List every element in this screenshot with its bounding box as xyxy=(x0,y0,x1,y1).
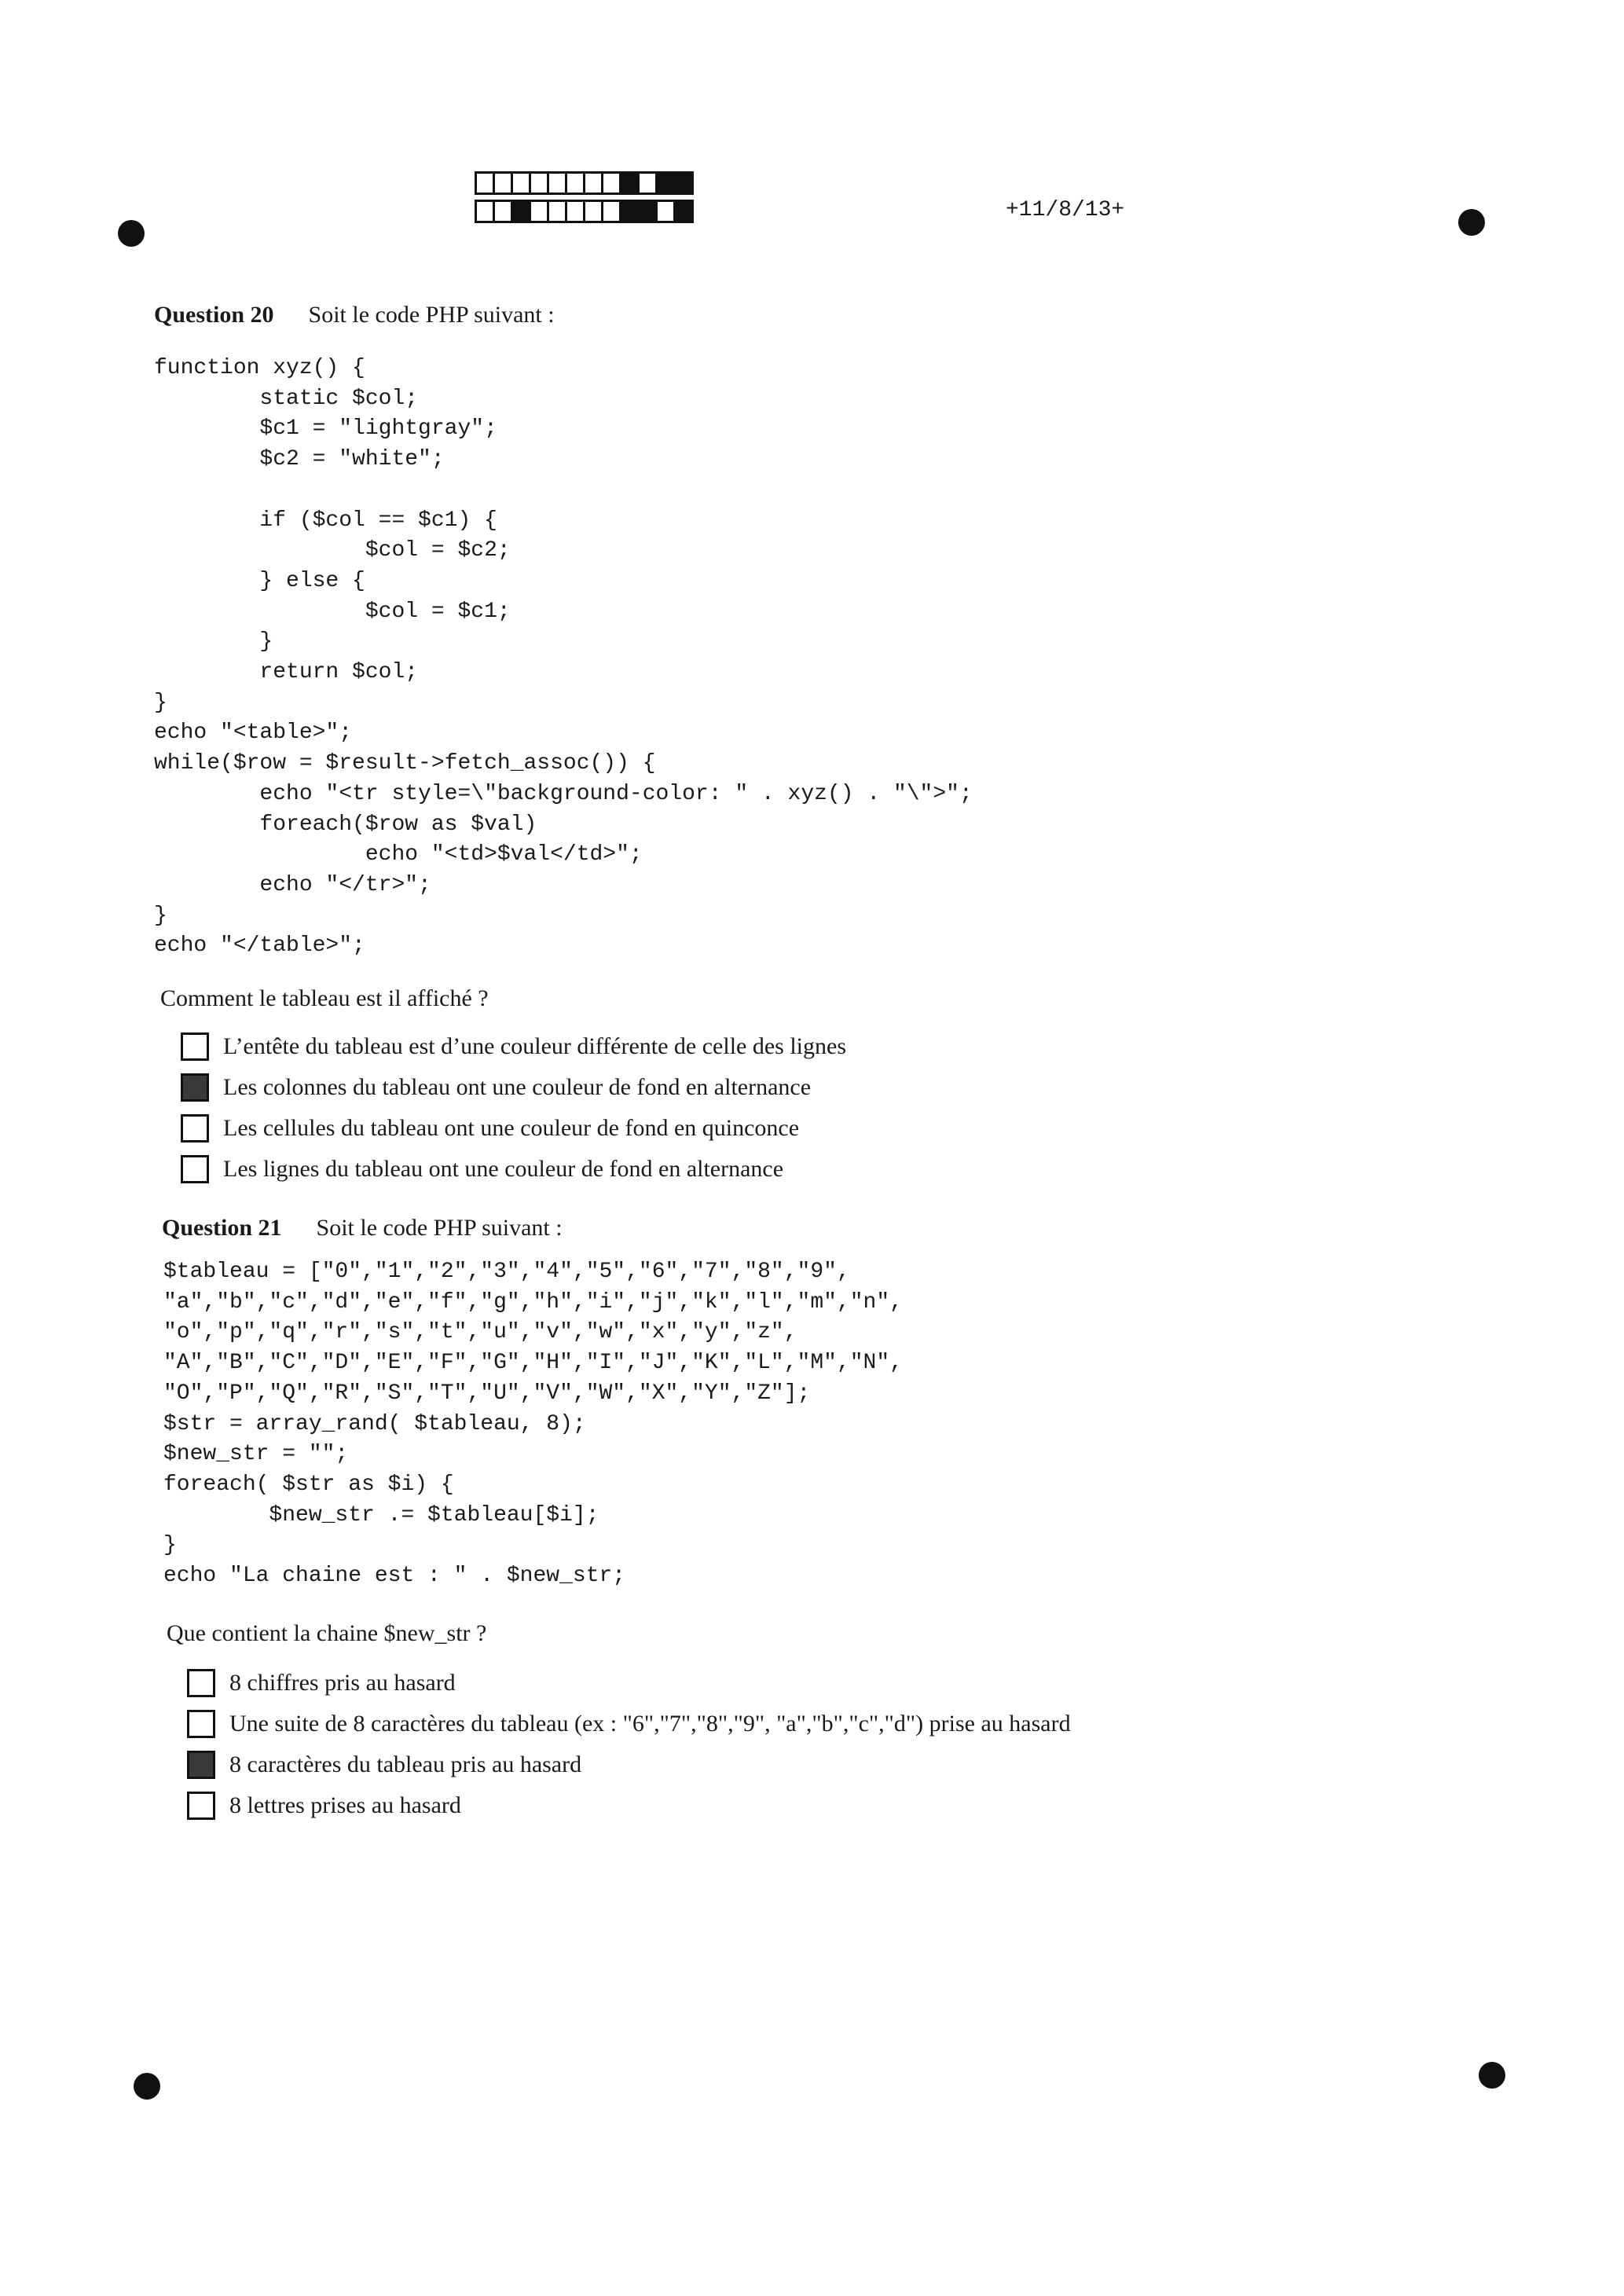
registration-mark-top-right xyxy=(1458,209,1485,236)
barcode-row-1 xyxy=(475,171,691,195)
registration-mark-bottom-left xyxy=(134,2073,160,2100)
barcode-row-2 xyxy=(475,200,691,223)
question-21-code: $tableau = ["0","1","2","3","4","5","6","7","8","9", "a","b","c","d","e","f","g","h","i","j","k","l","m","n", "o","p","q","r","s","t","u","v","w","x","y","z", "A","B","C","D","E","F","G","H","I","J","K","L","M","N", "O","P","Q","R","S","T","U","V","W","X","Y","Z"]; $str = array_rand( $tableau, 8); $new_str = ""; foreach( $str as $i) { $new_str .= $tableau[$i]; } echo "La chaine est : " . $new_str; xyxy=(163,1260,903,1589)
answer-checkbox[interactable] xyxy=(187,1669,215,1697)
question-21-prompt: Que contient la chaine $new_str ? xyxy=(167,1620,487,1646)
answer-option[interactable] xyxy=(181,1067,846,1108)
answer-option[interactable] xyxy=(181,1026,846,1067)
answer-option[interactable] xyxy=(181,1108,846,1149)
answer-label: Une suite de 8 caractères du tableau (ex : "6","7","8","9", "a","b","c","d") prise au hasard xyxy=(229,1711,1071,1737)
answer-label: 8 caractères du tableau pris au hasard xyxy=(229,1751,582,1777)
barcode-cell xyxy=(673,171,694,195)
answer-checkbox[interactable] xyxy=(181,1114,209,1142)
answer-checkbox[interactable] xyxy=(187,1751,215,1779)
answer-option[interactable] xyxy=(181,1149,846,1190)
answer-option[interactable] xyxy=(187,1744,1071,1785)
answer-label: 8 chiffres pris au hasard xyxy=(229,1670,456,1696)
barcode-cell xyxy=(673,200,694,223)
answer-label: Les colonnes du tableau ont une couleur de fond en alternance xyxy=(223,1074,812,1100)
question-number: Question 20 xyxy=(154,302,274,328)
question-20-prompt: Comment le tableau est il affiché ? xyxy=(160,985,489,1011)
question-20-title xyxy=(154,302,555,328)
answer-checkbox[interactable] xyxy=(181,1073,209,1102)
sheet-id: +11/8/13+ xyxy=(1006,198,1125,222)
answer-checkbox[interactable] xyxy=(187,1710,215,1738)
question-21-answers xyxy=(187,1663,1071,1826)
answer-checkbox[interactable] xyxy=(187,1792,215,1820)
question-20-code: function xyz() { static $col; $c1 = "lightgray"; $c2 = "white"; if ($col == $c1) { $col = $c2; } else { $col = $c1; } return $col; } echo "<table>"; while($row = $result->fetch_assoc()) { echo "<tr style=\"background-color: " . xyz() . "\">"; foreach($row as $val) echo "<td>$val</td>"; echo "</tr>"; } echo "</table>"; xyxy=(154,356,973,959)
answer-checkbox[interactable] xyxy=(181,1155,209,1183)
answer-label: Les cellules du tableau ont une couleur de fond en quinconce xyxy=(223,1115,800,1141)
question-21-title xyxy=(162,1215,563,1242)
answer-label: 8 lettres prises au hasard xyxy=(229,1792,461,1818)
answer-label: Les lignes du tableau ont une couleur de fond en alternance xyxy=(223,1156,784,1182)
answer-checkbox[interactable] xyxy=(181,1032,209,1061)
question-text: Soit le code PHP suivant : xyxy=(316,1215,563,1241)
answer-label: L’entête du tableau est d’une couleur différente de celle des lignes xyxy=(223,1033,847,1059)
question-20-answers xyxy=(181,1026,846,1190)
answer-option[interactable] xyxy=(187,1785,1071,1826)
answer-option[interactable] xyxy=(187,1704,1071,1744)
registration-mark-top-left xyxy=(118,220,145,247)
question-text: Soit le code PHP suivant : xyxy=(308,302,555,328)
answer-option[interactable] xyxy=(187,1663,1071,1704)
question-number: Question 21 xyxy=(162,1215,282,1241)
registration-mark-bottom-right xyxy=(1479,2062,1505,2089)
